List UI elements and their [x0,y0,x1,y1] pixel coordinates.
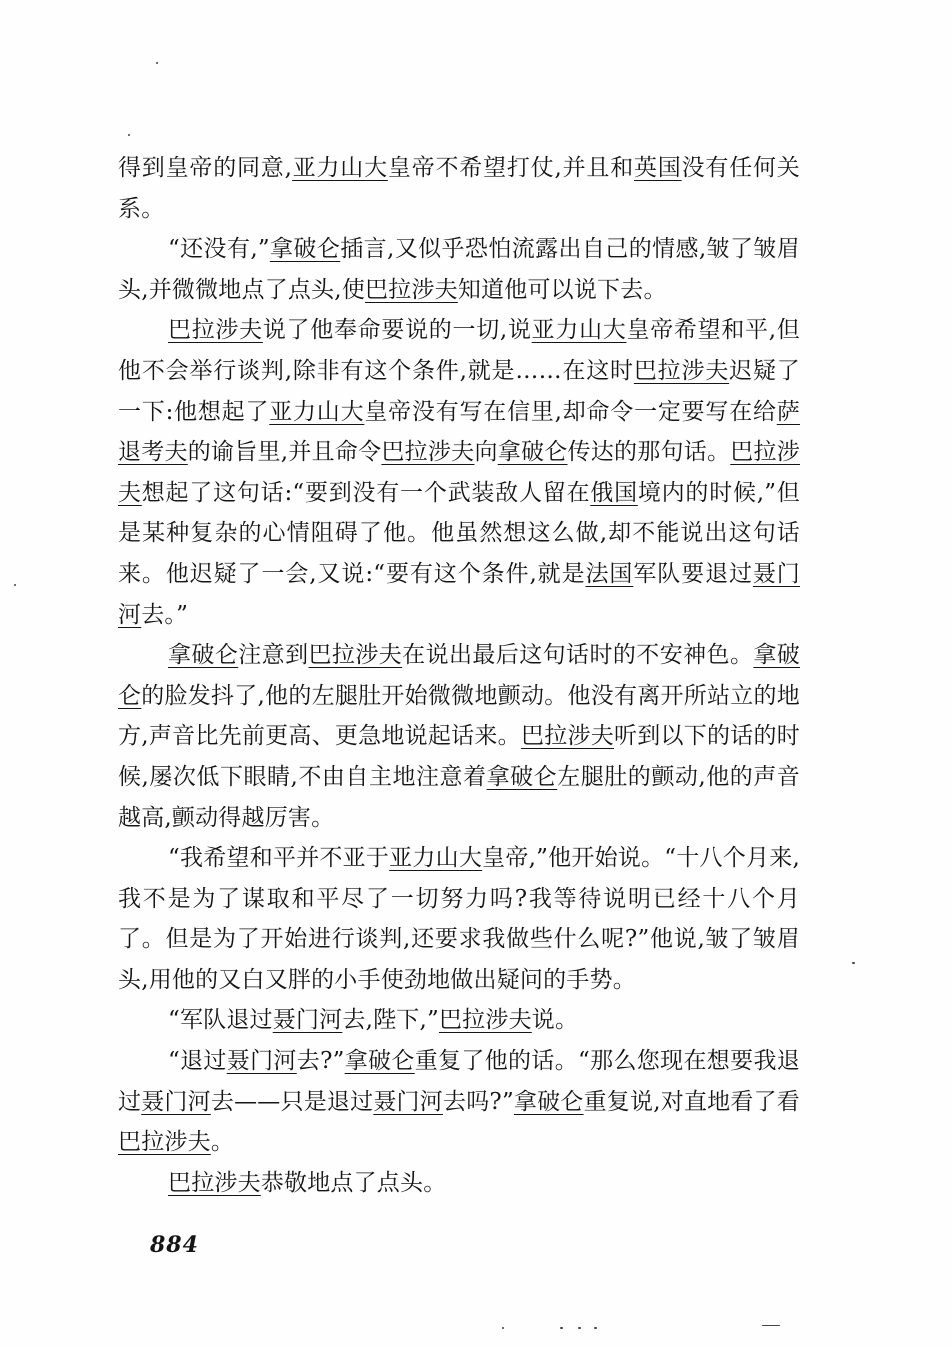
paragraph [118,310,800,635]
paragraph [118,1163,800,1204]
proper-name: 聂门河 [373,1088,443,1115]
text-run: 的谕旨里,并且命令 [187,439,382,466]
proper-name: 巴拉涉夫 [520,723,614,750]
paragraph [118,148,800,229]
text-run: “退过 [168,1048,227,1075]
text-run: 在说出最后这句话时的不安神色。 [402,642,754,669]
proper-name: 拿破仑 [344,1048,415,1075]
text-run: 境内的时候,”但是某种复杂的心情阻碍了他。他虽然想这么做,却不能说出这句话来。他迟疑了一会,又说:“要有这个条件,就是 [118,479,801,587]
text-run: “我希望和平并不亚于 [168,845,390,872]
proper-name: 拿破仑 [497,439,568,466]
text-run: 皇帝希望和平,但他不会举行谈判,除非有这个条件,就是……在这时 [118,317,800,384]
paragraph [118,635,800,838]
proper-name: 巴拉涉夫 [438,1007,532,1034]
text-run: 重复说,对直地看了看 [583,1088,800,1115]
paragraph [118,838,800,1000]
text-run: 向 [474,439,498,466]
text-run: 知道他可以说下去。 [457,276,667,303]
proper-name: 巴拉涉夫 [381,439,475,466]
proper-name: 巴拉涉夫 [118,439,800,506]
scan-speck [560,1327,563,1329]
text-run: 去吗?” [442,1088,514,1115]
text-run: 传达的那句话。 [567,439,731,466]
scan-speck [594,1327,597,1329]
text-run: 的脸发抖了,他的左腿肚开始微微地颤动。他没有离开所站立的地方,声音比先前更高、更急地说起话来。 [118,682,800,750]
proper-name: 亚力山大 [269,398,365,425]
text-run: 说了他奉命要说的一切,说 [262,317,532,344]
proper-name: 拿破仑 [118,642,800,709]
text-run: “还没有,” [168,236,270,263]
proper-name: 法国 [585,560,634,587]
proper-name: 萨退考夫 [118,398,800,466]
scan-speck [578,1327,581,1329]
text-run: 。 [210,1129,235,1156]
proper-name: 亚力山大 [531,317,627,344]
proper-name: 巴拉涉夫 [118,1129,211,1156]
proper-name: 巴拉涉夫 [633,357,730,384]
text-run: “军队退过 [168,1007,273,1034]
proper-name: 亚力山大 [292,155,388,181]
proper-name: 聂门河 [141,1088,211,1115]
proper-name: 聂门河 [118,560,801,628]
body-text [118,148,800,1203]
text-run: 左腿肚的颤动,他的声音越高,颤动得越厉害。 [118,763,800,831]
text-run: 没有任何关系。 [118,155,801,222]
proper-name: 聂门河 [272,1007,343,1034]
proper-name: 亚力山大 [389,845,483,872]
proper-name: 巴拉涉夫 [365,276,458,303]
scan-speck [502,1327,504,1329]
proper-name: 拿破仑 [513,1088,584,1115]
paragraph [118,1041,800,1163]
text-run: 听到以下的话的时候,屡次低下眼睛,不由自主地注意着 [118,723,800,790]
proper-name: 拿破仑 [486,763,558,790]
proper-name: 俄国 [590,479,638,506]
proper-name: 拿破仑 [269,236,341,263]
text-run: 想起了这句话:“要到没有一个武装敌人留在 [141,479,591,506]
text-run: 去?” [296,1048,345,1075]
text-run: 得到皇帝的同意, [118,155,293,181]
paragraph [118,229,800,310]
text-run: 去。” [141,601,189,628]
scan-speck [762,1325,780,1326]
proper-name: 聂门河 [226,1048,297,1075]
proper-name: 巴拉涉夫 [168,317,263,344]
paragraph [118,1000,800,1041]
text-run: 重复了他的话。“那么您现在想要我退过 [118,1048,800,1115]
proper-name: 巴拉涉夫 [308,642,403,669]
text-run: 军队要退过 [633,560,753,587]
text-run: 皇帝没有写在信里,却命令一定要写在给 [364,398,777,425]
text-run: 插言,又似乎恐怕流露出自己的情感,皱了皱眉头,并微微地点了点头,使 [118,236,800,303]
scan-speck [852,962,855,964]
scan-speck [156,62,158,64]
scan-speck [128,134,130,136]
text-run: 注意到 [238,642,309,669]
proper-name: 英国 [634,155,682,181]
text-run: 说。 [531,1007,579,1034]
text-run: 去,陛下,” [342,1007,439,1034]
proper-name: 巴拉涉夫 [168,1169,261,1196]
text-run: 去——只是退过 [210,1088,374,1115]
scan-speck [14,584,16,586]
text-run: 皇帝,”他开始说。“十八个月来,我不是为了谋取和平尽了一切努力吗?我等待说明已经十八个月了。但是为了开始进行谈判,还要求我做些什么呢?”他说,皱了皱眉头,用他的又白又胖的小手使劲地做出疑问的手势。 [118,845,801,993]
text-run: 皇帝不希望打仗,并且和 [387,155,634,181]
proper-name: 拿破仑 [168,642,239,669]
text-run: 恭敬地点了点头。 [260,1169,447,1196]
page-number: 884 [150,1232,199,1258]
text-run: 迟疑了一下:他想起了 [118,357,800,425]
